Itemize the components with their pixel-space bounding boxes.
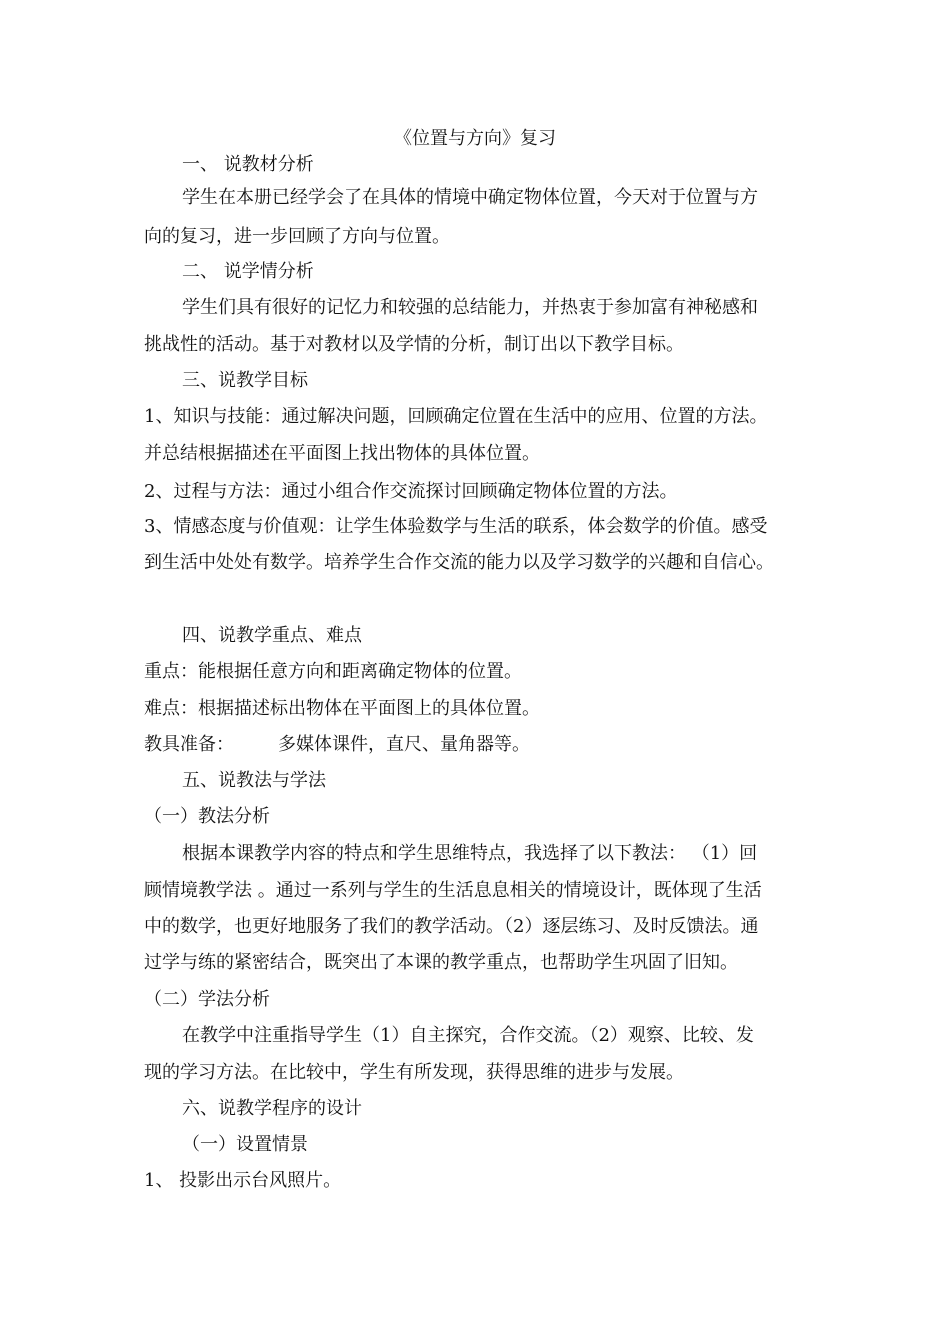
paragraph-line: 根据本课教学内容的特点和学生思维特点，我选择了以下教法： （1）回 bbox=[182, 843, 758, 864]
paragraph-line: 顾情境教学法 。通过一系列与学生的生活息息相关的情境设计，既体现了生活 bbox=[144, 880, 762, 901]
teaching-tools-label: 教具准备： bbox=[144, 734, 234, 755]
section-6-heading: 六、说教学程序的设计 bbox=[182, 1098, 362, 1119]
paragraph-line: 学生们具有很好的记忆力和较强的总结能力，并热衷于参加富有神秘感和 bbox=[182, 297, 758, 318]
paragraph-line: 重点：能根据任意方向和距离确定物体的位置。 bbox=[144, 661, 522, 682]
section-1-heading: 一、 说教材分析 bbox=[182, 154, 314, 175]
subheading: （一）教法分析 bbox=[144, 806, 270, 827]
list-item: 1、 投影出示台风照片。 bbox=[144, 1170, 342, 1191]
section-3-heading: 三、说教学目标 bbox=[182, 370, 308, 391]
paragraph-line: 过学与练的紧密结合，既突出了本课的教学重点，也帮助学生巩固了旧知。 bbox=[144, 952, 738, 973]
paragraph-line: 到生活中处处有数学。培养学生合作交流的能力以及学习数学的兴趣和自信心。 bbox=[144, 552, 774, 573]
paragraph-line: 中的数学，也更好地服务了我们的教学活动。（2）逐层练习、及时反馈法。通 bbox=[144, 916, 759, 937]
paragraph-line: 2、过程与方法：通过小组合作交流探讨回顾确定物体位置的方法。 bbox=[144, 481, 678, 502]
paragraph-line: 并总结根据描述在平面图上找出物体的具体位置。 bbox=[144, 443, 540, 464]
paragraph-line: 向的复习，进一步回顾了方向与位置。 bbox=[144, 226, 450, 247]
section-4-heading: 四、说教学重点、难点 bbox=[182, 625, 362, 646]
subheading: （一）设置情景 bbox=[182, 1134, 308, 1155]
section-5-heading: 五、说教法与学法 bbox=[182, 770, 326, 791]
teaching-tools-value: 多媒体课件，直尺、量角器等。 bbox=[278, 734, 530, 755]
page-title: 《位置与方向》复习 bbox=[394, 128, 556, 149]
teaching-tools-line bbox=[144, 733, 824, 757]
paragraph-line: 1、知识与技能：通过解决问题，回顾确定位置在生活中的应用、位置的方法。 bbox=[144, 406, 768, 427]
paragraph-line: 学生在本册已经学会了在具体的情境中确定物体位置，今天对于位置与方 bbox=[182, 187, 758, 208]
subheading: （二）学法分析 bbox=[144, 989, 270, 1010]
paragraph-line: 难点：根据描述标出物体在平面图上的具体位置。 bbox=[144, 698, 540, 719]
paragraph-line: 挑战性的活动。基于对教材以及学情的分析，制订出以下教学目标。 bbox=[144, 334, 684, 355]
paragraph-line: 在教学中注重指导学生（1）自主探究，合作交流。（2）观察、比较、发 bbox=[182, 1025, 754, 1046]
paragraph-line: 3、情感态度与价值观：让学生体验数学与生活的联系，体会数学的价值。感受 bbox=[144, 516, 768, 537]
paragraph-line: 现的学习方法。在比较中，学生有所发现，获得思维的进步与发展。 bbox=[144, 1062, 684, 1083]
section-2-heading: 二、 说学情分析 bbox=[182, 261, 314, 282]
